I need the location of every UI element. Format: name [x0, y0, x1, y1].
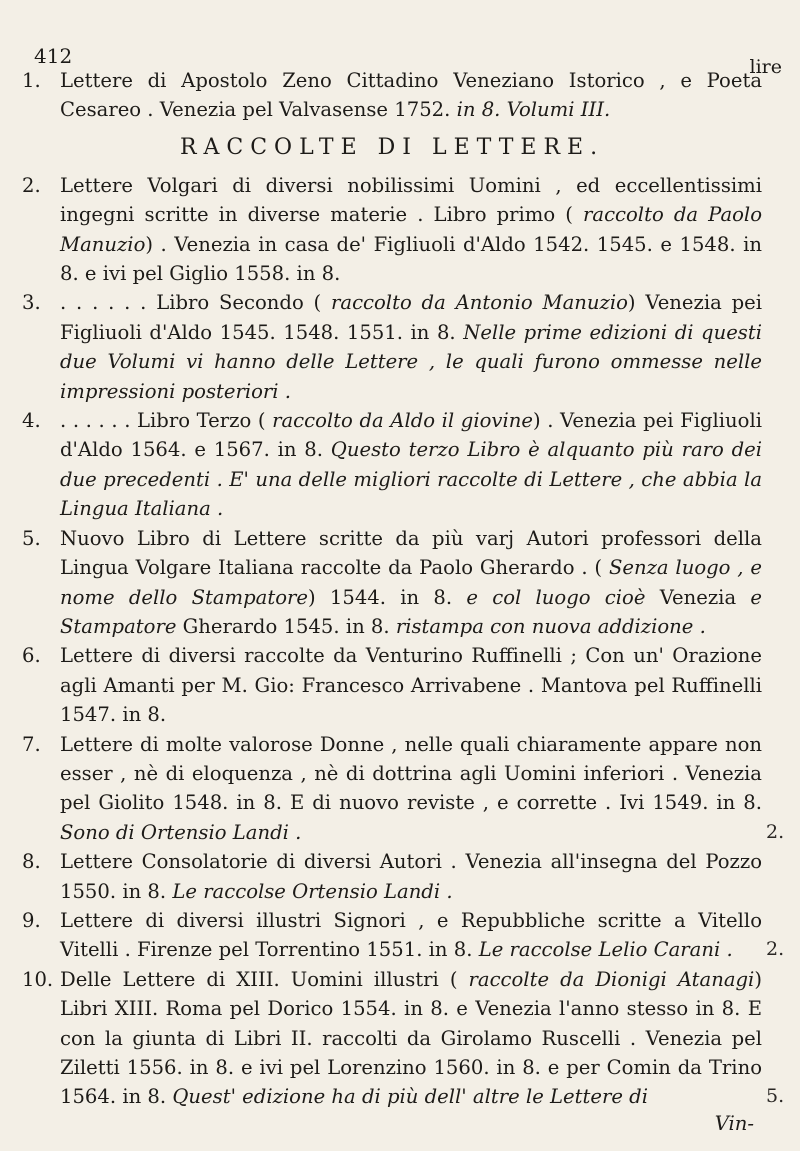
entry-text: Delle Lettere di XIII. Uomini illustri (	[60, 967, 469, 991]
entry-text: Venezia	[645, 585, 751, 609]
entry-italic: e Stampatore	[60, 585, 762, 638]
entry-text: ) 1544. in 8.	[308, 585, 467, 609]
entry-text: ) Venezia pei Figliuoli d'Aldo 1545. 1548. 1551. in 8.	[60, 291, 762, 344]
entry-8	[22, 847, 762, 906]
entry-text: ) . Venezia pei Figliuoli d'Aldo 1564. e 1567. in 8.	[60, 409, 763, 462]
entry-italic: e col luogo cioè	[466, 585, 646, 609]
entry-italic: raccolto da Aldo il giovine	[272, 409, 533, 433]
catchword: Vin-	[714, 1112, 754, 1135]
entry-2	[22, 171, 762, 289]
entry-text: Lettere di diversi raccolte da Venturino Ruffinelli ; Con un' Orazione agli Amanti per M. Gio: Francesco Arrivabene . Mantova pel Ruffinelli 1547. in 8.	[60, 644, 762, 727]
entry-text: Nuovo Libro di Lettere scritte da più varj Autori professori della Lingua Volgare Italiana raccolte da Paolo Gherardo . (	[60, 526, 762, 580]
entry-number: 4.	[22, 409, 41, 433]
entry-number: 5.	[22, 526, 41, 550]
entry-text: ) Libri XIII. Roma pel Dorico 1554. in 8. e Venezia l'anno stesso in 8. E con la giunta di Libri II. raccolti da Girolamo Ruscelli . Venezia pel Ziletti 1556. in 8. e ivi pel Lorenzino 1560. in 8. e per Comin da Trino 1564. in 8.	[60, 967, 762, 1109]
entry-5	[22, 524, 762, 642]
entry-note: Le raccolse Ortensio Landi .	[172, 879, 453, 903]
entry-number: 6.	[22, 644, 41, 668]
entry-7: 7. Lettere di molte valorose Donne , nelle quali chiaramente appare non esser , nè di eloquenza , nè di dottrina agli Uomini inferiori . Venezia pel Giolito 1548. in 8. E di nuovo reviste , e corrette . Ivi 1549. in 8. Sono di Ortensio Landi . 2.	[22, 730, 762, 848]
entry-text: Lettere di diversi illustri Signori , e Repubbliche scritte a Vitello Vitelli . Firenze pel Torrentino 1551. in 8.	[60, 908, 762, 962]
entry-note: Quest' edizione ha di più dell' altre le Lettere di	[172, 1085, 648, 1109]
entry-number: 7.	[22, 732, 41, 756]
margin-word: lire	[749, 56, 782, 78]
entry-note: ristampa con nuova addizione .	[395, 614, 706, 638]
entry-4	[22, 406, 762, 524]
entry-number: 8.	[22, 850, 41, 874]
entry-note: Questo terzo Libro è alquanto più raro dei due precedenti . E' una delle migliori raccolte di Lettere , che abbia la Lingua Italiana .	[60, 438, 762, 521]
entry-number: 10.	[22, 967, 54, 991]
section-heading: RACCOLTE DI LETTERE.	[179, 134, 605, 160]
entry-italic: raccolte da Dionigi Atanagi	[468, 967, 755, 991]
entry-9: 9. Lettere di diversi illustri Signori , e Repubbliche scritte a Vitello Vitelli . Firenze pel Torrentino 1551. in 8. Le raccolse Lelio Carani . 2.	[22, 906, 762, 965]
entry-text: Lettere di molte valorose Donne , nelle quali chiaramente appare non esser , nè di eloquenza , nè di dottrina agli Uomini inferiori . Venezia pel Giolito 1548. in 8. E di nuovo reviste , e corrette . Ivi 1549. in 8.	[60, 732, 762, 815]
entry-italic: raccolto da Paolo Manuzio	[60, 203, 762, 256]
entry-note: Sono di Ortensio Landi .	[60, 820, 302, 844]
entry-6	[22, 641, 762, 729]
entry-number: 1.	[22, 69, 41, 92]
entry-number: 9.	[22, 908, 41, 932]
entry-text: Lettere Volgari di diversi nobilissimi Uomini , ed eccellentissimi ingegni scritte in diverse materie . Libro primo (	[60, 173, 762, 227]
entry-10: 10. Delle Lettere di XIII. Uomini illustri ( raccolte da Dionigi Atanagi) Libri XIII. Roma pel Dorico 1554. in 8. e Venezia l'anno stesso in 8. E con la giunta di Libri II. raccolti da Girolamo Ruscelli . Venezia pel Ziletti 1556. in 8. e ivi pel Lorenzino 1560. in 8. e per Comin da Trino 1564. in 8. Quest' edizione ha di più dell' altre le Lettere di 5.	[22, 965, 762, 1112]
entry-text: Gherardo 1545. in 8.	[176, 614, 396, 638]
entry-italic: raccolto da Antonio Manuzio	[331, 291, 628, 315]
entry-3	[22, 288, 762, 406]
entry-text: . . . . . . Libro Secondo (	[60, 291, 332, 315]
entry-number: 2.	[22, 173, 41, 197]
entry-1	[22, 66, 762, 125]
entry-text: ) . Venezia in casa de' Figliuoli d'Aldo 1542. 1545. e 1548. in 8. e ivi pel Giglio 1558. in 8.	[60, 232, 762, 286]
page-number: 412	[34, 44, 73, 68]
entry-note: Nelle prime edizioni di questi due Volumi vi hanno delle Lettere , le quali furono ommesse nelle impressioni posteriori .	[60, 320, 762, 403]
entry-number: 3.	[22, 291, 41, 315]
entry-italic: Senza luogo , e nome dello Stampatore	[60, 556, 762, 609]
entry-note: Le raccolse Lelio Carani .	[478, 938, 733, 962]
entry-text: . . . . . . Libro Terzo (	[60, 409, 273, 433]
entry-text: Lettere Consolatorie di diversi Autori . Venezia all'insegna del Pozzo 1550. in 8.	[60, 850, 762, 903]
entry-text: Lettere di Apostolo Zeno Cittadino Veneziano Istorico , e Poeta Cesareo . Venezia pel Valvasense 1752.	[60, 69, 762, 122]
entry-italic: in 8. Volumi III.	[450, 98, 611, 122]
